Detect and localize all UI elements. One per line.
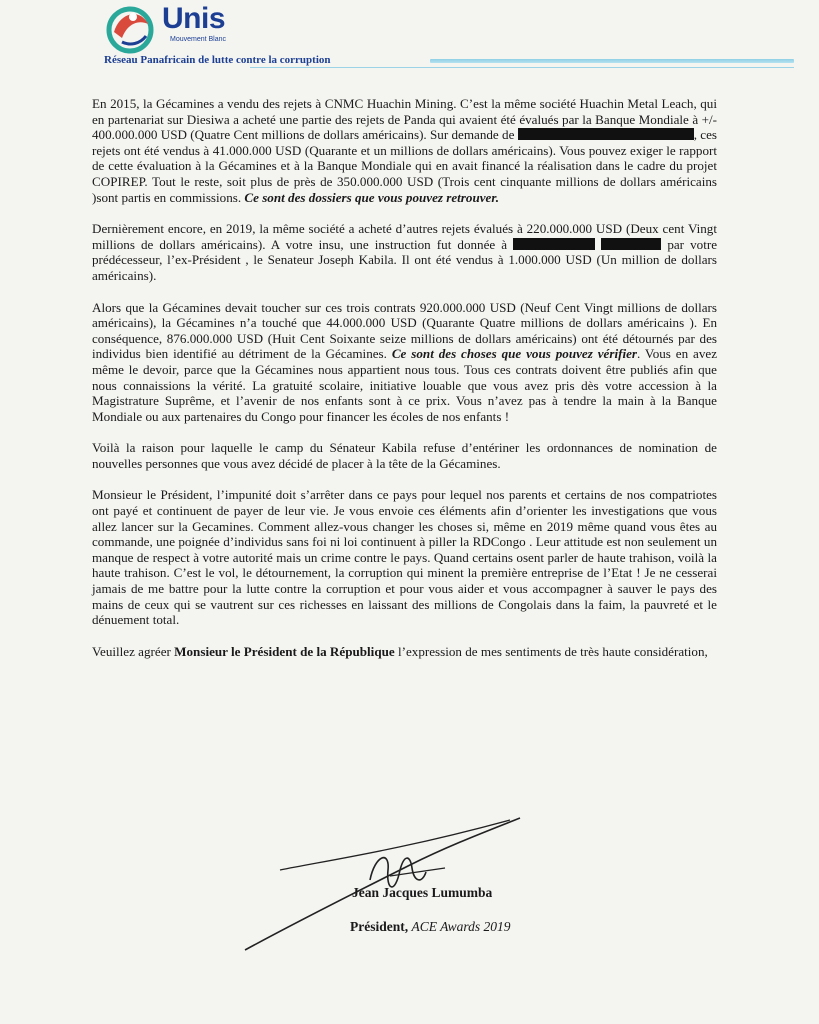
header-rule <box>430 59 794 63</box>
closing-addressee: Monsieur le Président de la République <box>174 643 395 659</box>
redaction-box <box>513 238 595 250</box>
p2-text-c: par votre prédécesseur, l’ex-Président , le Senateur Joseph Kabila. Il ont été vendus à 1.000.000 USD (Un million de dollars américains). <box>92 236 718 283</box>
p3-emphasis: Ce sont des choses que vous pouvez vérifier <box>391 346 637 362</box>
signer-title <box>350 919 511 935</box>
p1-emphasis: Ce sont des dossiers que vous pouvez retrouver. <box>244 189 500 205</box>
paragraph-4: Voilà la raison pour laquelle le camp du Sénateur Kabila refuse d’entériner les ordonnances de nomination de nouvelles personnes que vous avez décidé de placer à la tête de la Gécamines. <box>92 440 717 471</box>
signer-role: Président, <box>350 919 412 934</box>
paragraph-5: Monsieur le Président, l’impunité doit s’arrêter dans ce pays pour lequel nos parents et certains de nos compatriotes ont payé et continuent de payer de leur vie. Je vous envoie ces éléments afin d’orienter les investigations que vous allez lancer sur la Gecamines. Comment allez-vous changer les choses si, même en 2019 même quand vous êtes au commande, une poignée d’individus sans foi ni loi continuent à piller la RDCongo . Leur attitude est non seulement un manque de respect à votre autorité mais un crime contre le pays. Quand certains osent parler de haute trahison, voilà la haute trahison. C’est le vol, le détournement, la corruption qui minent la première entreprise de l’Etat ! Je ne cesserai jamais de me battre pour la lutte contre la corruption et pour vous aider et vous accompagner à sauver le pays des mains de ceux qui se vautrent sur ces richesses en laissant des millions de Congolais dans la faim, la pauvreté et le dénuement total. <box>92 487 717 628</box>
unis-logo-icon <box>100 2 164 54</box>
redaction-box <box>518 128 694 140</box>
signer-award: ACE Awards 2019 <box>411 919 511 934</box>
redaction-box <box>601 238 661 250</box>
p3-text-b: . Vous en avez même le devoir, parce que la Gécamines nous appartient nous tous. Tous ces contrats doivent être publiés afin que nous connaissions la vérité. La gratuité scolaire, initiative louable que vous avez pris dès votre accession à la Magistrature Suprême, et l’avenir de nos enfants sont à ce prix. Vous n’avez pas à tendre la main à la Banque Mondiale ou aux partenaires du Congo pour financer les écoles de nos enfants ! <box>92 346 718 424</box>
brand-subtitle: Mouvement Blanc <box>170 36 227 43</box>
closing-text-b: l’expression de mes sentiments de très haute considération, <box>394 643 708 659</box>
closing-paragraph <box>92 644 717 660</box>
p3-text-a: Alors que la Gécamines devait toucher sur ces trois contrats 920.000.000 USD (Neuf Cent Vingt millions de dollars américains), la Gécamines n’a touché que 44.000.000 USD (Quarante Quatre millions de dollars américains ). En conséquence, 876.000.000 USD (Huit Cent Soixante seize millions de dollars américains) ont été détournés par des individus bien identifié au détriment de la Gécamines. <box>92 299 717 362</box>
network-tagline: Réseau Panafricain de lutte contre la corruption <box>104 54 331 66</box>
letter-body <box>92 96 717 675</box>
closing-text-a: Veuillez agréer <box>92 643 175 659</box>
p2-text-a: Dernièrement encore, en 2019, la même société a acheté d’autres rejets évalués à 220.000.000 USD (Deux cent Vingt millions de dollars américains). A votre insu, une instruction fut donnée à <box>92 221 717 252</box>
paragraph-2 <box>92 221 717 283</box>
header-rule-thin <box>250 67 794 68</box>
paragraph-1 <box>92 96 717 205</box>
signer-name: Jean Jacques Lumumba <box>352 885 493 900</box>
p1-text-b: , ces rejets ont été vendus à 41.000.000 USD (Quarante et un millions de dollars américains). Vous pouvez exiger le rapport de cette évaluation à la Gécamines et à la Banque Mondiale qui en avait financé la réalisation dans le cadre du projet COPIREP. Tout le reste, soit plus de près de 350.000.000 USD (Trois cent cinquante millions de dollars américains )sont partis en commissions. <box>92 127 717 205</box>
brand-name: Unis <box>162 2 226 35</box>
paragraph-3 <box>92 300 717 425</box>
p1-text-a: En 2015, la Gécamines a vendu des rejets à CNMC Huachin Mining. C’est la même société Huachin Metal Leach, qui en partenariat sur Diesiwa a acheté une partie des rejets de Panda qui avaient été évalués par la Banque Mondiale à +/- 400.000.000 USD (Quatre Cent millions de dollars américains). Sur demande de <box>92 96 717 143</box>
